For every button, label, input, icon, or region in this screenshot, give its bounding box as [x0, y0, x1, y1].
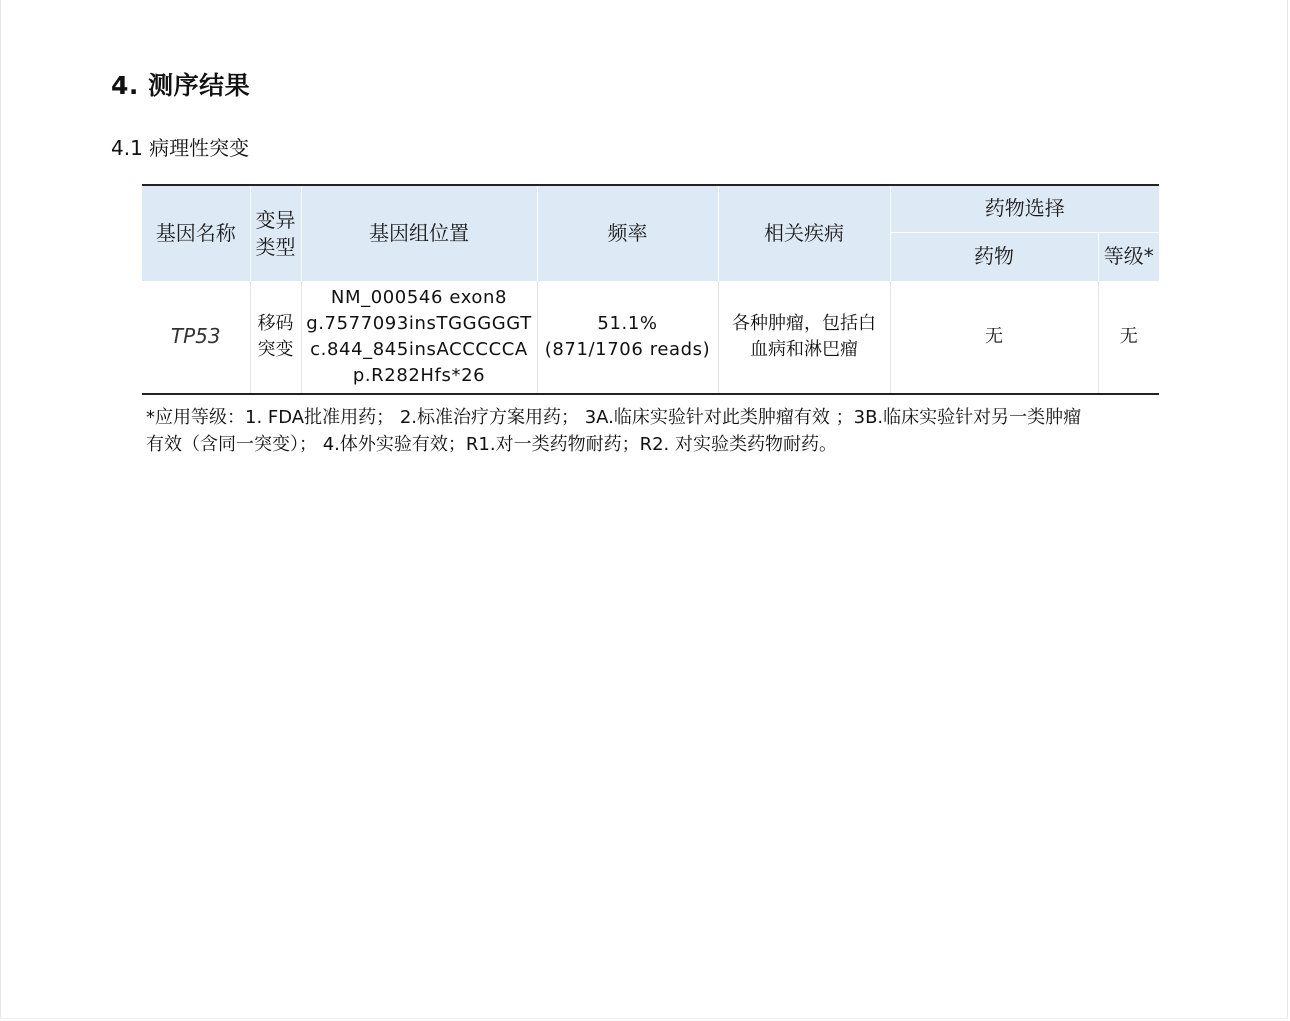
header-variant-type-line2: 类型: [255, 234, 296, 259]
cell-level: 无: [1098, 281, 1159, 394]
disease-line1: 各种肿瘤，包括白: [732, 313, 876, 334]
position-line: g.7577093insTGGGGGT: [306, 313, 532, 334]
cell-frequency: [537, 281, 718, 394]
pathogenic-mutation-table: [142, 184, 1159, 395]
cell-disease: [718, 281, 890, 394]
header-frequency: 频率: [537, 185, 718, 281]
header-disease: 相关疾病: [718, 185, 890, 281]
cell-position: [301, 281, 537, 394]
cell-variant-type: [250, 281, 301, 394]
section-title: 4. 测序结果: [111, 71, 251, 100]
variant-type-line2: 突变: [257, 339, 294, 360]
table-header-row: [142, 185, 1159, 232]
header-level: 等级*: [1098, 232, 1159, 281]
position-line: NM_000546 exon8: [330, 287, 508, 308]
cell-drug: 无: [890, 281, 1098, 394]
header-gene: 基因名称: [142, 185, 250, 281]
level-footnote: [146, 404, 1156, 458]
subsection-title: 4.1 病理性突变: [111, 136, 250, 160]
cell-gene: [142, 281, 250, 394]
header-drug: 药物: [890, 232, 1098, 281]
disease-line2: 血病和淋巴瘤: [750, 339, 858, 360]
header-variant-type: [250, 185, 301, 281]
frequency-reads: (871/1706 reads): [544, 339, 711, 360]
header-variant-type-line1: 变异: [255, 207, 296, 232]
footnote-line2: 有效（含同一突变）； 4.体外实验有效；R1.对一类药物耐药；R2. 对实验类药物耐药。: [146, 434, 837, 455]
table-row: [142, 281, 1159, 394]
footnote-line1: *应用等级：1. FDA批准用药； 2.标准治疗方案用药； 3A.临床实验针对此类肿瘤有效 ；3B.临床实验针对另一类肿瘤: [146, 407, 1082, 428]
position-line: p.R282Hfs*26: [352, 365, 486, 386]
header-position: 基因组位置: [301, 185, 537, 281]
position-line: c.844_845insACCCCCA: [310, 339, 528, 360]
frequency-value: 51.1%: [597, 313, 658, 334]
gene-name: TP53: [170, 324, 221, 348]
header-drug-selection: 药物选择: [890, 185, 1159, 232]
variant-type-line1: 移码: [257, 313, 294, 334]
